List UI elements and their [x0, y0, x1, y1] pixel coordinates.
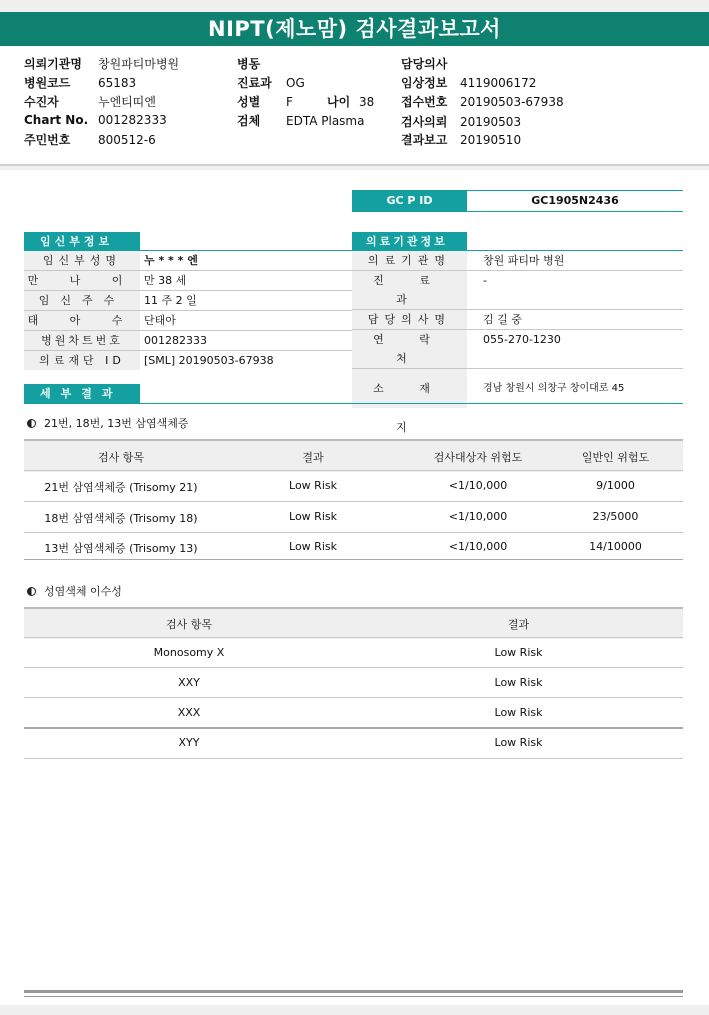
info-value: 4119006172	[460, 76, 537, 90]
table-row	[24, 638, 683, 667]
report-body	[0, 170, 709, 1005]
institution-row	[352, 330, 683, 368]
row-value: 001282333	[144, 334, 207, 347]
info-label: 성별	[237, 95, 261, 109]
info-value: 20190503	[460, 115, 522, 129]
info-label: 나이	[327, 95, 351, 109]
info-label: 의뢰기관명	[24, 57, 82, 71]
info-report-date	[401, 131, 521, 148]
gcpid-label: GC P ID	[352, 190, 467, 212]
pregnancy-row	[24, 271, 352, 290]
info-doctor	[401, 55, 460, 72]
info-department	[237, 74, 305, 91]
row-value: 단태아	[144, 314, 176, 327]
info-chart-no	[24, 113, 167, 127]
table-row	[24, 533, 683, 559]
column-header: 검사대상자 위험도	[433, 451, 523, 464]
info-value: 001282333	[98, 113, 167, 127]
table-cell: Low Risk	[494, 676, 543, 689]
row-label: 연 락 처	[352, 330, 467, 368]
info-sex	[237, 93, 293, 110]
row-value: 누 * * * 엔	[144, 254, 198, 267]
table-row	[24, 668, 683, 697]
row-label: 태 아 수	[24, 311, 140, 330]
info-request-date	[401, 113, 521, 130]
info-value: 20190510	[460, 133, 522, 147]
table-cell: <1/10,000	[448, 540, 508, 553]
info-label: 수진자	[24, 95, 59, 109]
report-title: NIPT(제노맘) 검사결과보고서	[0, 12, 709, 46]
detail-section-header: 세부결과	[24, 384, 140, 403]
table-row	[24, 502, 683, 532]
pregnancy-row	[24, 311, 352, 330]
institution-row	[352, 310, 683, 329]
table-cell: Low Risk	[494, 646, 543, 659]
pregnancy-row	[24, 331, 352, 350]
info-value: 창원파티마병원	[98, 57, 180, 71]
row-label: 병원차트번호	[24, 331, 140, 350]
info-label: 임상정보	[401, 76, 448, 90]
info-label: Chart No.	[24, 113, 89, 127]
half-circle-icon	[27, 419, 36, 428]
info-value: EDTA Plasma	[286, 114, 365, 128]
column-header: 일반인 위험도	[581, 451, 650, 464]
row-label: 만 나 이	[24, 271, 140, 290]
pregnancy-row	[24, 251, 352, 270]
pregnancy-row	[24, 351, 352, 370]
table-row	[24, 698, 683, 727]
row-value: 경남 창원시 의창구 창이대로 45	[483, 383, 625, 394]
footer-divider	[24, 996, 683, 997]
info-value: OG	[286, 76, 305, 90]
institution-info-table	[352, 251, 683, 434]
row-value: -	[483, 274, 487, 287]
institution-row	[352, 271, 683, 309]
info-age	[327, 93, 374, 110]
pregnancy-info-table	[24, 251, 352, 370]
table-cell: 14/10000	[589, 540, 642, 553]
row-divider	[24, 758, 683, 759]
row-value: 창원 파티마 병원	[483, 254, 565, 267]
header-info-panel	[0, 46, 709, 166]
row-value: 김 길 중	[483, 313, 522, 326]
info-label: 주민번호	[24, 133, 71, 147]
table-cell: Low Risk	[289, 510, 337, 523]
info-resident-no	[24, 131, 156, 148]
column-header: 검사 항목	[165, 618, 212, 631]
gcpid-value: GC1905N2436	[467, 190, 683, 212]
half-circle-icon	[27, 587, 36, 596]
info-receipt-no	[401, 93, 564, 110]
info-clinical	[401, 74, 536, 91]
section-divider	[24, 403, 683, 404]
row-label: 임신주수	[24, 291, 140, 310]
row-value: 11 주 2 일	[144, 294, 197, 307]
table-cell: <1/10,000	[448, 510, 508, 523]
info-value: F	[286, 95, 293, 109]
info-value: 800512-6	[98, 133, 156, 147]
row-divider	[24, 559, 683, 560]
column-header: 검사 항목	[97, 451, 144, 464]
table-cell: Monosomy X	[153, 646, 225, 659]
column-header: 결과	[302, 451, 324, 464]
info-label: 접수번호	[401, 95, 448, 109]
pregnancy-row	[24, 291, 352, 310]
row-value: [SML] 20190503-67938	[144, 354, 274, 367]
info-requesting-institution	[24, 55, 179, 72]
table-cell: Low Risk	[494, 736, 543, 749]
sexchrom-title: 성염색체 이수성	[44, 585, 122, 598]
institution-row	[352, 251, 683, 270]
table-row	[24, 471, 683, 501]
info-label: 검사의뢰	[401, 115, 448, 129]
table-cell: <1/10,000	[448, 479, 508, 492]
footer-divider	[24, 990, 683, 993]
table-cell: 9/1000	[596, 479, 635, 492]
info-value: 20190503-67938	[460, 95, 564, 109]
info-label: 병동	[237, 57, 261, 71]
column-header: 결과	[507, 618, 530, 631]
row-label: 의료기관명	[352, 251, 467, 270]
info-value: 누엔티띠엔	[98, 95, 156, 109]
table-cell: XXY	[178, 676, 200, 689]
row-label: 의료재단 ID	[24, 351, 140, 370]
row-value: 055-270-1230	[483, 333, 561, 346]
table-cell: Low Risk	[289, 540, 337, 553]
table-cell: 13번 삼염색체증 (Trisomy 13)	[44, 542, 198, 555]
trisomy-title: 21번, 18번, 13번 삼염색체증	[44, 417, 189, 430]
table-row	[24, 729, 683, 758]
info-label: 결과보고	[401, 133, 448, 147]
info-specimen	[237, 112, 364, 129]
row-value: 만 38 세	[144, 274, 187, 287]
table-cell: Low Risk	[289, 479, 337, 492]
info-patient	[24, 93, 156, 110]
table-cell: 18번 삼염색체증 (Trisomy 18)	[44, 512, 198, 525]
row-label: 임신부성명	[24, 251, 140, 270]
table-cell: 21번 삼염색체증 (Trisomy 21)	[44, 481, 198, 494]
trisomy-subtitle	[27, 415, 188, 431]
table-cell: XXX	[177, 706, 201, 719]
row-label: 진 료 과	[352, 271, 467, 309]
info-label: 검체	[237, 114, 261, 128]
info-value: 38	[359, 95, 375, 109]
info-label: 진료과	[237, 76, 272, 90]
table-cell: 23/5000	[592, 510, 639, 523]
info-ward	[237, 55, 286, 72]
info-label: 담당의사	[401, 57, 448, 71]
info-value: 65183	[98, 76, 137, 90]
row-label: 소 재 지	[352, 369, 467, 408]
pregnancy-section-header: 임신부정보	[24, 232, 140, 251]
table-cell: XYY	[178, 736, 200, 749]
trisomy-table-header	[24, 439, 683, 472]
info-label: 병원코드	[24, 76, 71, 90]
info-hospital-code	[24, 74, 136, 91]
table-cell: Low Risk	[494, 706, 543, 719]
row-label: 담당의사명	[352, 310, 467, 329]
institution-section-header: 의료기관정보	[352, 232, 467, 251]
sexchrom-table-header	[24, 607, 683, 639]
sexchrom-subtitle	[27, 583, 122, 599]
